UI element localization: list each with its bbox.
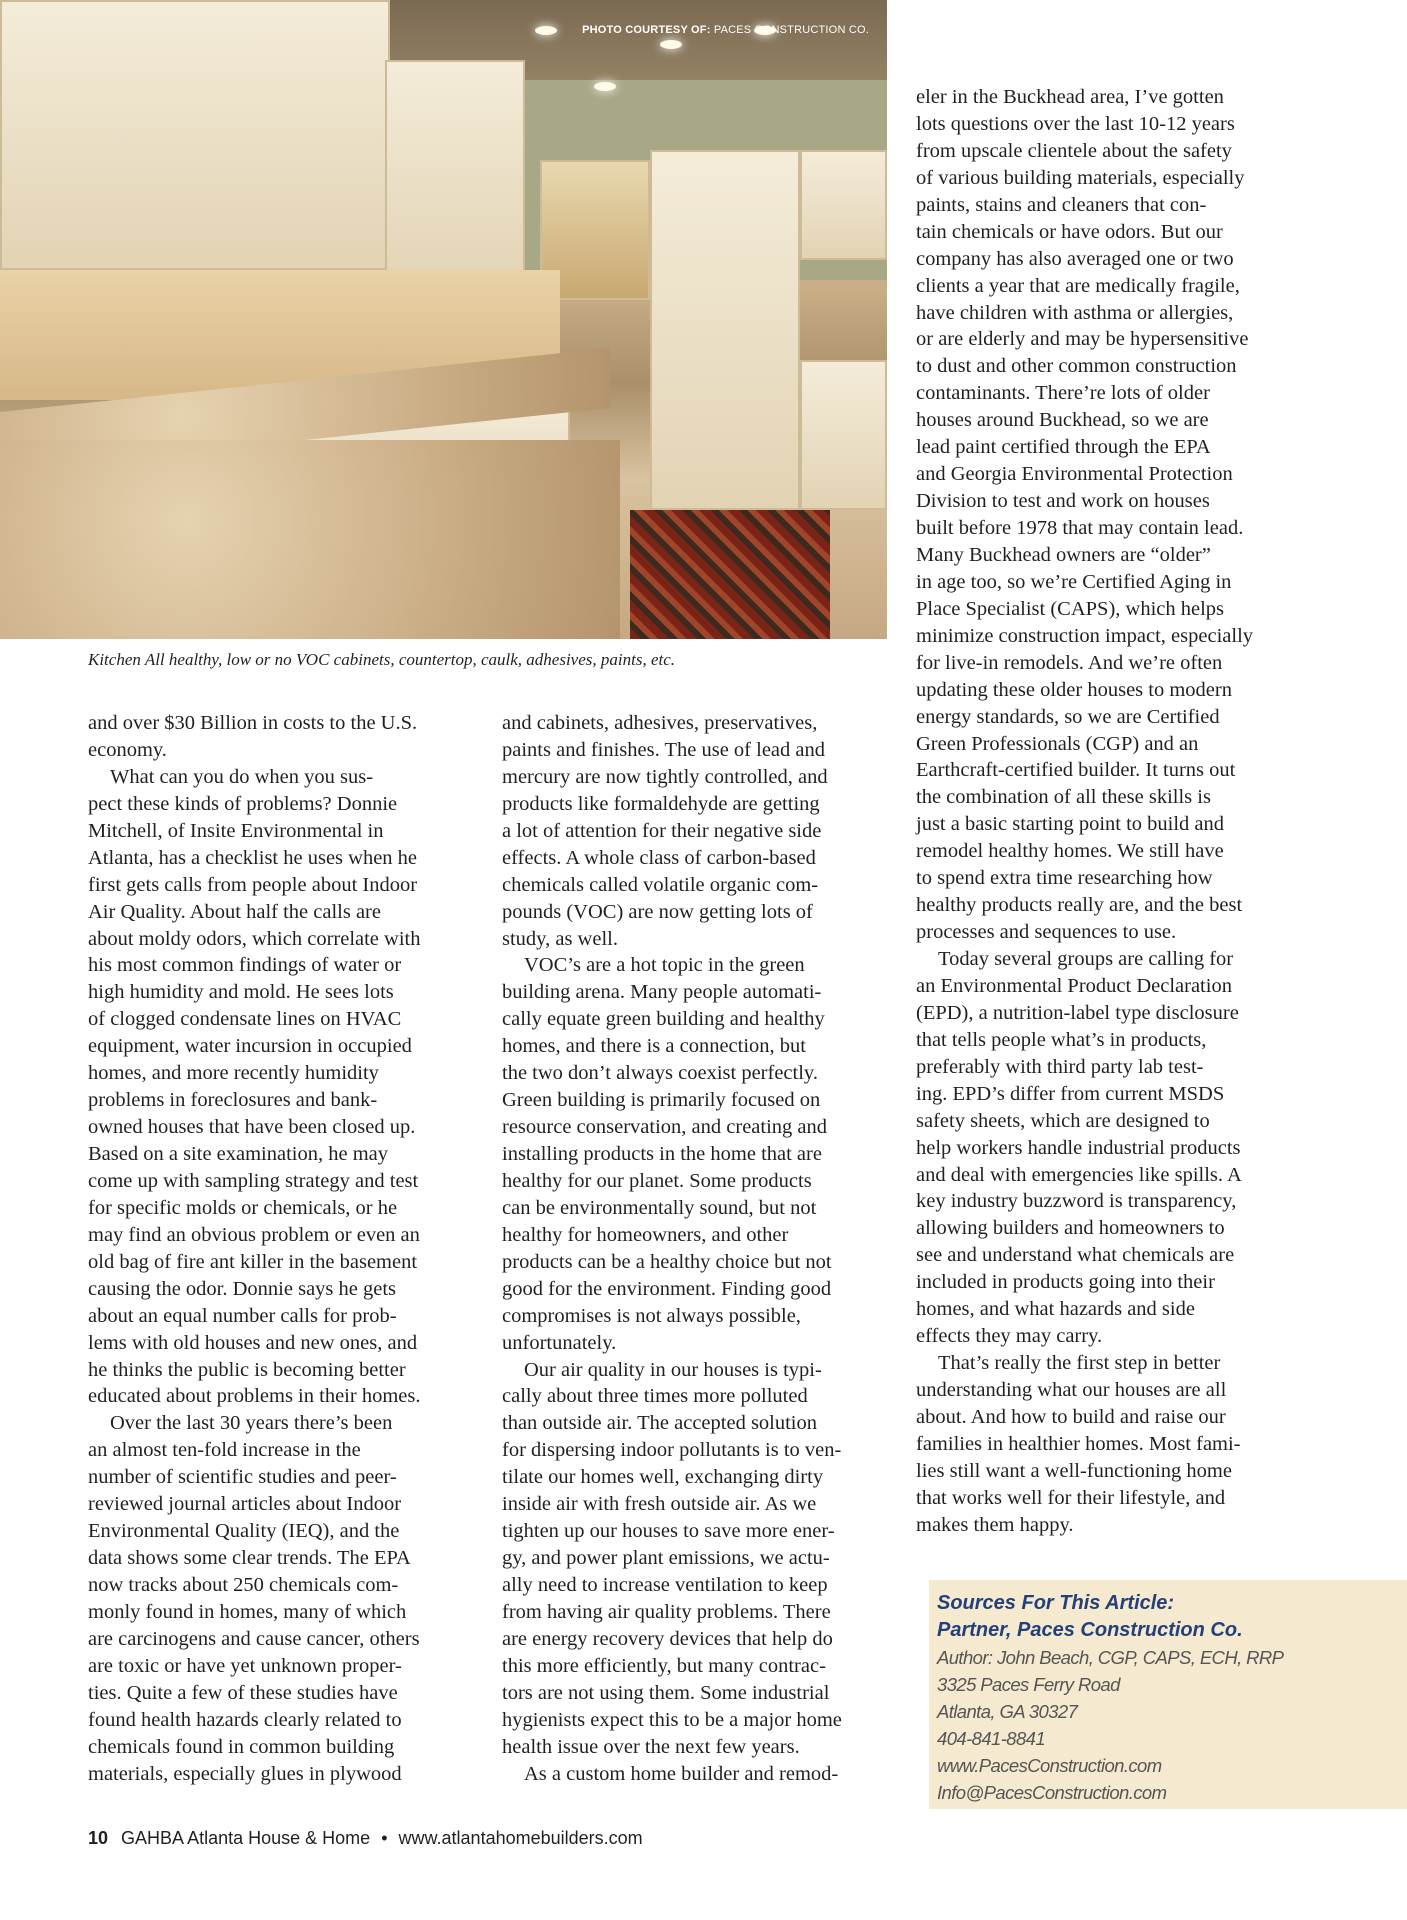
text-line: What can you do when you sus- (110, 765, 374, 788)
text-line: families in healthier homes. Most fami- (916, 1432, 1241, 1455)
page-number: 10 (88, 1828, 109, 1848)
text-line: makes them happy. (916, 1513, 1074, 1536)
text-line: As a custom home builder and remod- (524, 1762, 839, 1785)
text-line: in age too, so we’re Certified Aging in (916, 570, 1232, 593)
text-line: than outside air. The accepted solution (502, 1412, 818, 1435)
text-line: preferably with third party lab test- (916, 1055, 1204, 1078)
text-line: building arena. Many people automati- (502, 981, 822, 1004)
text-line: about moldy odors, which correlate with (88, 927, 421, 950)
text-line: first gets calls from people about Indoor (88, 873, 418, 896)
text-line: number of scientific studies and peer- (88, 1466, 397, 1489)
text-line: an almost ten-fold increase in the (88, 1439, 361, 1462)
text-line: gy, and power plant emissions, we actu- (502, 1547, 830, 1570)
text-line: eler in the Buckhead area, I’ve gotten (916, 86, 1224, 108)
text-line: updating these older houses to modern (916, 678, 1232, 701)
text-line: effects they may carry. (916, 1325, 1103, 1348)
text-line: company has also averaged one or two (916, 247, 1234, 270)
text-line: tilate our homes well, exchanging dirty (502, 1466, 824, 1489)
text-line: economy. (88, 738, 167, 761)
text-line: data shows some clear trends. The EPA (88, 1547, 411, 1570)
text-line: processes and sequences to use. (916, 921, 1177, 944)
text-line: have children with asthma or allergies, (916, 301, 1234, 324)
text-line: help workers handle industrial products (916, 1136, 1241, 1159)
text-line: VOC’s are a hot topic in the green (524, 954, 805, 977)
text-line: pect these kinds of problems? Donnie (88, 792, 398, 815)
text-line: houses around Buckhead, so we are (916, 409, 1209, 432)
text-line: tain chemicals or have odors. But our (916, 220, 1223, 243)
text-line: safety sheets, which are designed to (916, 1109, 1210, 1132)
article-column-2 (502, 710, 842, 1788)
text-line: now tracks about 250 chemicals com- (88, 1574, 399, 1596)
text-line: healthy for our planet. Some products (502, 1169, 812, 1192)
text-line: to dust and other common construction (916, 355, 1237, 378)
text-line: health issue over the next few years. (502, 1735, 800, 1758)
text-line: materials, especially glues in plywood (88, 1762, 402, 1785)
text-line: ally need to increase ventilation to keep (502, 1574, 828, 1596)
text-line: key industry buzzword is transparency, (916, 1190, 1237, 1213)
text-line: (EPD), a nutrition-label type disclosure (916, 1001, 1239, 1024)
text-line: included in products going into their (916, 1271, 1215, 1294)
text-line: products can be a healthy choice but not (502, 1250, 832, 1273)
text-line: or are elderly and may be hypersensitive (916, 328, 1249, 351)
text-line: Environmental Quality (IEQ), and the (88, 1520, 400, 1543)
text-line: reviewed journal articles about Indoor (88, 1493, 402, 1516)
text-line: of various building materials, especially (916, 166, 1245, 189)
text-line: are carcinogens and cause cancer, others (88, 1627, 420, 1650)
text-line: that tells people what’s in products, (916, 1028, 1207, 1051)
sources-phone: 404-841-8841 (937, 1728, 1046, 1749)
text-line: and Georgia Environmental Protection (916, 463, 1233, 486)
refrigerator-panel (650, 150, 800, 510)
text-line: his most common findings of water or (88, 954, 402, 977)
text-line: Green Professionals (CGP) and an (916, 732, 1199, 755)
text-line: Mitchell, of Insite Environmental in (88, 819, 384, 842)
text-line: Many Buckhead owners are “older” (916, 543, 1211, 566)
text-line: and cabinets, adhesives, preservatives, (502, 712, 818, 734)
text-line: from having air quality problems. There (502, 1600, 831, 1623)
text-line: Today several groups are calling for (938, 948, 1234, 970)
footer-website-link[interactable]: www.atlantahomebuilders.com (398, 1828, 643, 1848)
text-line: clients a year that are medically fragile, (916, 274, 1240, 297)
footer-separator: • (381, 1828, 388, 1848)
sources-website-link[interactable]: www.PacesConstruction.com (937, 1755, 1162, 1776)
kitchen-photo (0, 0, 887, 639)
text-line: contaminants. There’re lots of older (916, 382, 1210, 405)
photo-caption: Kitchen All healthy, low or no VOC cabinets, countertop, caulk, adhesives, paints, etc. (88, 650, 676, 669)
text-line: come up with sampling strategy and test (88, 1169, 419, 1192)
text-line: Based on a site examination, he may (88, 1143, 389, 1165)
text-line: chemicals found in common building (88, 1735, 395, 1758)
text-line: about an equal number calls for prob- (88, 1304, 397, 1327)
text-line: unfortunately. (502, 1331, 617, 1354)
text-line: Place Specialist (CAPS), which helps (916, 597, 1225, 620)
text-line: That’s really the first step in better (938, 1352, 1221, 1375)
text-line: Earthcraft-certified builder. It turns out (916, 759, 1236, 782)
text-line: cally equate green building and healthy (502, 1008, 825, 1031)
text-line: problems in foreclosures and bank- (88, 1089, 378, 1112)
text-line: resource conservation, and creating and (502, 1116, 828, 1139)
text-line: minimize construction impact, especially (916, 624, 1254, 647)
text-line: tighten up our houses to save more ener- (502, 1520, 835, 1543)
text-line: Green building is primarily focused on (502, 1089, 821, 1112)
text-line: paints, stains and cleaners that con- (916, 193, 1207, 216)
text-line: allowing builders and homeowners to (916, 1217, 1225, 1240)
text-line: can be environmentally sound, but not (502, 1196, 817, 1219)
sources-address: 3325 Paces Ferry Road (937, 1674, 1120, 1695)
text-line: Division to test and work on houses (916, 490, 1210, 513)
sources-company: Partner, Paces Construction Co. (937, 1619, 1243, 1641)
publication-name: GAHBA Atlanta House & Home (121, 1828, 371, 1848)
text-line: effects. A whole class of carbon-based (502, 846, 816, 869)
text-line: about. And how to build and raise our (916, 1405, 1226, 1428)
text-line: good for the environment. Finding good (502, 1277, 832, 1300)
text-line: chemicals called volatile organic com- (502, 873, 819, 896)
text-line: the combination of all these skills is (916, 786, 1211, 809)
text-line: lots questions over the last 10-12 years (916, 112, 1235, 135)
text-line: lies still want a well-functioning home (916, 1459, 1232, 1482)
text-line: Our air quality in our houses is typi- (524, 1358, 822, 1381)
text-line: energy standards, so we are Certified (916, 705, 1220, 728)
text-line: cally about three times more polluted (502, 1385, 808, 1408)
text-line: see and understand what chemicals are (916, 1244, 1235, 1267)
text-line: lead paint certified through the EPA (916, 436, 1211, 459)
text-line: ties. Quite a few of these studies have (88, 1681, 398, 1704)
text-line: a lot of attention for their negative side (502, 819, 822, 842)
text-line: tors are not using them. Some industrial (502, 1681, 830, 1704)
text-line: homes, and what hazards and side (916, 1298, 1195, 1321)
text-line: owned houses that have been closed up. (88, 1116, 416, 1139)
text-line: causing the odor. Donnie says he gets (88, 1277, 397, 1300)
sources-email-link[interactable]: Info@PacesConstruction.com (937, 1782, 1167, 1803)
article-column-1 (88, 710, 420, 1788)
text-line: installing products in the home that are (502, 1143, 822, 1165)
sources-city: Atlanta, GA 30327 (937, 1701, 1078, 1722)
text-line: homes, and more recently humidity (88, 1062, 379, 1085)
text-line: that works well for their lifestyle, and (916, 1486, 1226, 1509)
text-line: old bag of fire ant killer in the basement (88, 1250, 418, 1273)
text-line: just a basic starting point to build and (916, 813, 1225, 836)
text-line: Atlanta, has a checklist he uses when he (88, 846, 418, 869)
upper-cabinets (0, 0, 390, 270)
text-line: compromises is not always possible, (502, 1304, 801, 1327)
text-line: remodel healthy homes. We still have (916, 840, 1224, 863)
text-line: mercury are now tightly controlled, and (502, 765, 828, 788)
text-line: healthy products really are, and the best (916, 894, 1243, 917)
text-line: homes, and there is a connection, but (502, 1035, 806, 1058)
text-line: for dispersing indoor pollutants is to ven- (502, 1439, 842, 1462)
text-line: of clogged condensate lines on HVAC (88, 1008, 402, 1031)
text-line: and deal with emergencies like spills. A (916, 1163, 1242, 1186)
text-line: and over $30 Billion in costs to the U.S. (88, 712, 418, 734)
text-line: the two don’t always coexist perfectly. (502, 1062, 818, 1085)
text-line: lems with old houses and new ones, and (88, 1331, 418, 1354)
text-line: educated about problems in their homes. (88, 1385, 421, 1408)
text-line: to spend extra time researching how (916, 867, 1213, 890)
page-footer (88, 1828, 643, 1849)
text-line: may find an obvious problem or even an (88, 1223, 420, 1246)
text-line: ing. EPD’s differ from current MSDS (916, 1082, 1225, 1105)
text-line: equipment, water incursion in occupied (88, 1035, 412, 1058)
article-column-3 (916, 84, 1253, 1539)
text-line: products like formaldehyde are getting (502, 792, 820, 815)
text-line: found health hazards clearly related to (88, 1708, 402, 1731)
text-line: an Environmental Product Declaration (916, 974, 1232, 997)
sources-heading: Sources For This Article: (937, 1592, 1175, 1614)
text-line: Over the last 30 years there’s been (110, 1412, 393, 1435)
text-line: he thinks the public is becoming better (88, 1358, 406, 1381)
text-line: high humidity and mold. He sees lots (88, 981, 394, 1004)
text-line: from upscale clientele about the safety (916, 139, 1232, 162)
text-line: this more efficiently, but many contrac- (502, 1654, 826, 1677)
text-line: monly found in homes, many of which (88, 1600, 407, 1623)
text-line: paints and finishes. The use of lead and (502, 738, 825, 761)
text-line: are toxic or have yet unknown proper- (88, 1654, 402, 1677)
text-line: Air Quality. About half the calls are (88, 900, 381, 923)
text-line: understanding what our houses are all (916, 1379, 1227, 1401)
text-line: pounds (VOC) are now getting lots of (502, 900, 813, 923)
text-line: hygienists expect this to be a major home (502, 1708, 842, 1731)
text-line: are energy recovery devices that help do (502, 1627, 833, 1650)
text-line: for specific molds or chemicals, or he (88, 1196, 398, 1219)
photo-credit: PHOTO COURTESY OF: PACES CONSTRUCTION CO. (582, 24, 869, 36)
text-line: for live-in remodels. And we’re often (916, 651, 1223, 674)
text-line: healthy for homeowners, and other (502, 1223, 789, 1246)
text-line: inside air with fresh outside air. As we (502, 1493, 817, 1516)
sources-box (929, 1580, 1407, 1809)
text-line: study, as well. (502, 927, 618, 950)
sources-author: Author: John Beach, CGP, CAPS, ECH, RRP (937, 1647, 1284, 1668)
text-line: built before 1978 that may contain lead. (916, 517, 1244, 539)
